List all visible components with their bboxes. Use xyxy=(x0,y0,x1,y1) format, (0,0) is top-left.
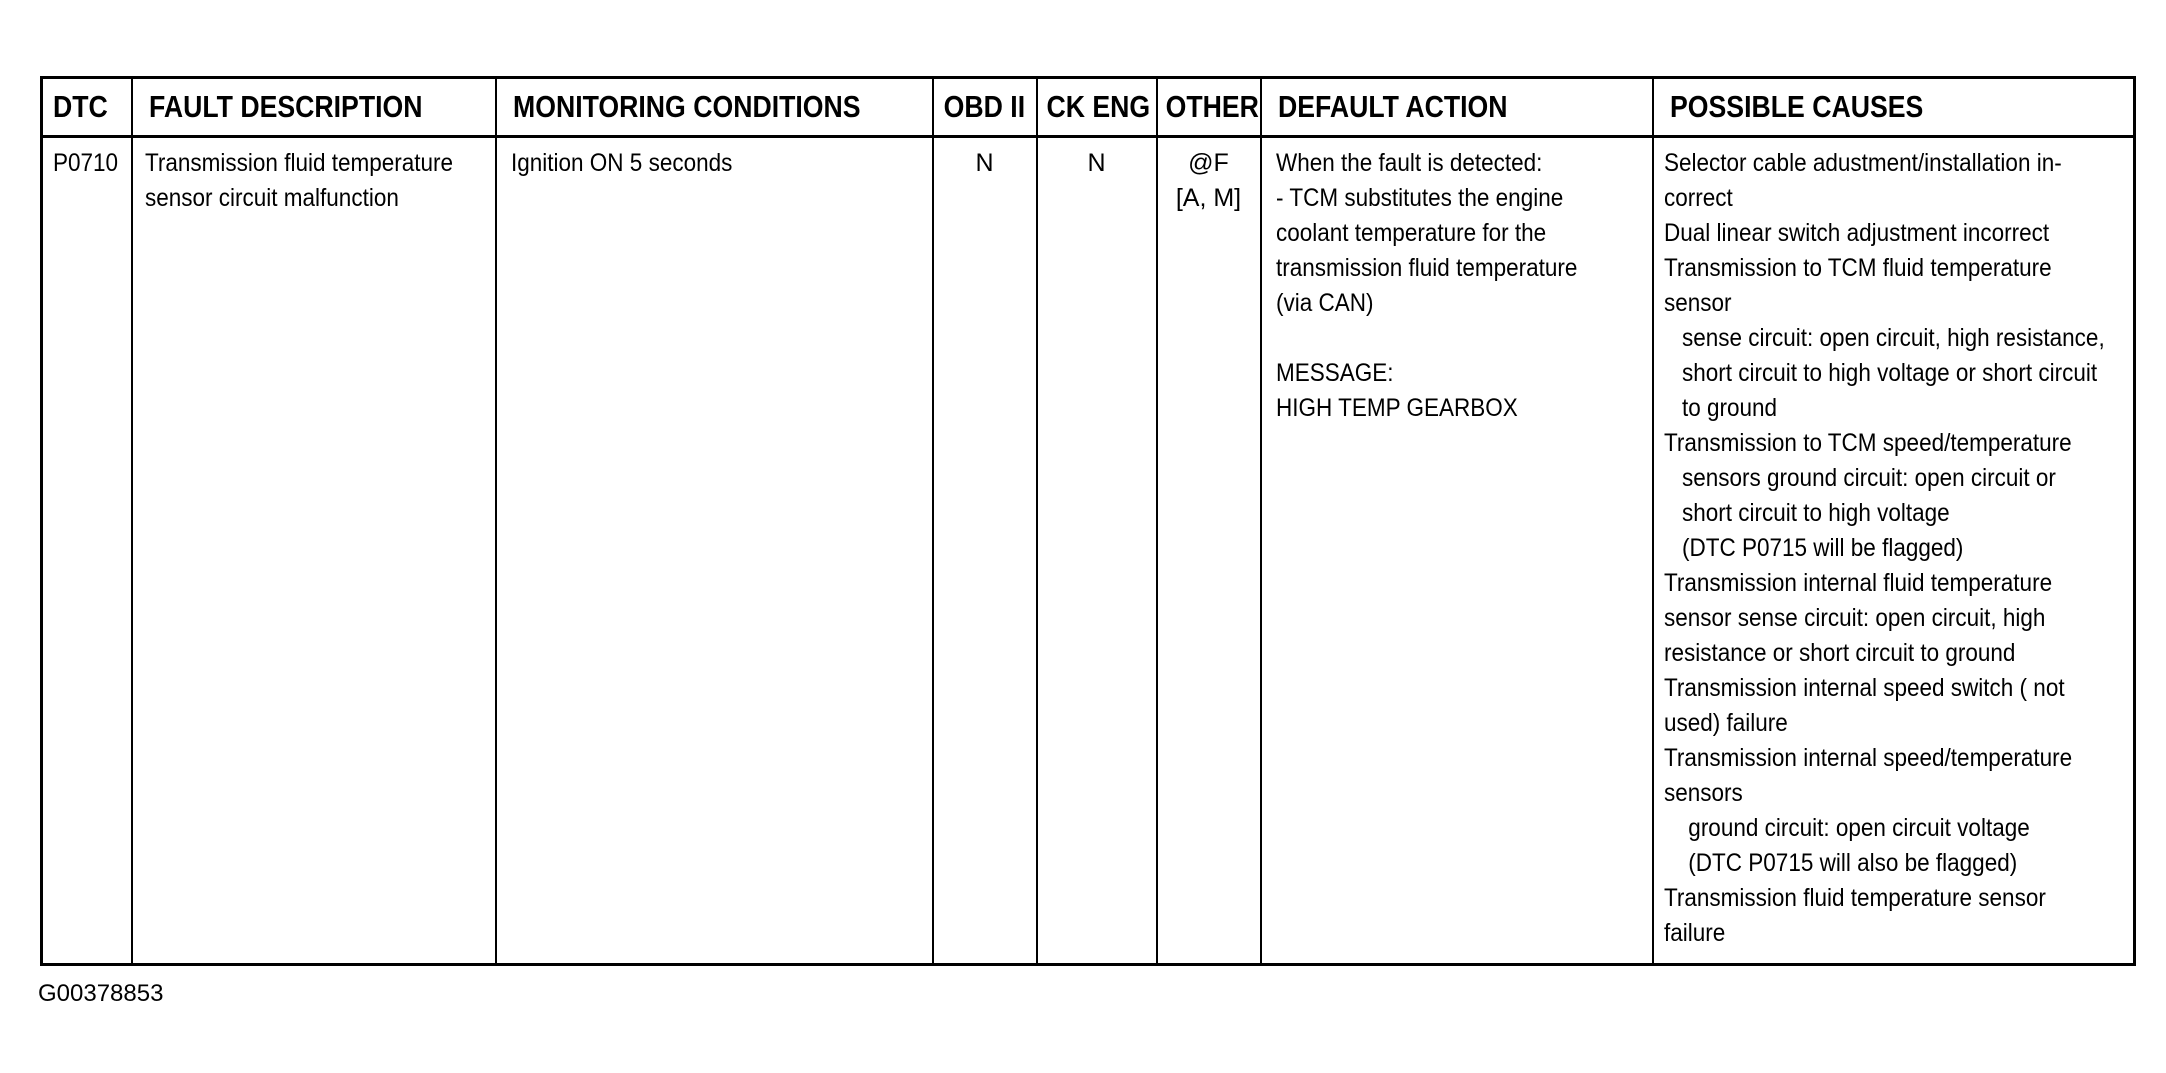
cell-possible-causes xyxy=(1653,137,2135,965)
possible-cause-line: to ground xyxy=(1681,394,1777,422)
possible-cause-line: failure xyxy=(1663,919,1725,947)
cell-other xyxy=(1157,137,1261,965)
other-flag: @F xyxy=(1188,149,1229,177)
default-action-line: When the fault is detected: xyxy=(1275,149,1542,177)
possible-cause-line: ground circuit: open circuit voltage xyxy=(1687,814,2030,842)
header-other: OTHER xyxy=(1157,78,1261,137)
dtc-table xyxy=(40,76,2136,966)
header-ck-eng: CK ENG xyxy=(1037,78,1157,137)
header-monitoring-conditions: MONITORING CONDITIONS xyxy=(496,78,933,137)
default-action-line xyxy=(1276,321,1577,356)
possible-cause-line: short circuit to high voltage or short circuit xyxy=(1681,359,2097,387)
possible-cause-line: (DTC P0715 will be flagged) xyxy=(1681,534,1963,562)
header-default-action: DEFAULT ACTION xyxy=(1261,78,1653,137)
possible-cause-line: sensor sense circuit: open circuit, high xyxy=(1663,604,2045,632)
possible-cause-line: short circuit to high voltage xyxy=(1681,499,1950,527)
possible-cause-line: resistance or short circuit to ground xyxy=(1663,639,2015,667)
default-action-line: coolant temperature for the xyxy=(1275,219,1546,247)
cell-obd-ii: N xyxy=(933,137,1037,965)
possible-cause-line: Selector cable adustment/installation in- xyxy=(1663,149,2062,177)
possible-cause-line: sensors ground circuit: open circuit or xyxy=(1681,464,2056,492)
default-action-line: transmission fluid temperature xyxy=(1275,254,1577,282)
header-obd-ii: OBD II xyxy=(933,78,1037,137)
possible-cause-line: sensors xyxy=(1663,779,1743,807)
possible-cause-line: used) failure xyxy=(1663,709,1788,737)
other-modes: [A, M] xyxy=(1175,184,1242,212)
cell-monitoring-conditions: Ignition ON 5 seconds xyxy=(496,137,933,965)
possible-cause-line: Transmission internal speed switch ( not xyxy=(1663,674,2065,702)
possible-cause-line: Transmission to TCM speed/temperature xyxy=(1663,429,2072,457)
possible-cause-line: (DTC P0715 will also be flagged) xyxy=(1687,849,2017,877)
possible-cause-line: Dual linear switch adjustment incorrect xyxy=(1663,219,2049,247)
possible-causes-lines xyxy=(1664,146,2105,951)
header-possible-causes: POSSIBLE CAUSES xyxy=(1653,78,2135,137)
possible-cause-line: Transmission internal fluid temperature xyxy=(1663,569,2052,597)
default-action-line: (via CAN) xyxy=(1275,289,1374,317)
possible-cause-line: Transmission to TCM fluid temperature xyxy=(1663,254,2052,282)
table-row xyxy=(42,137,2135,965)
possible-cause-line: correct xyxy=(1663,184,1733,212)
possible-cause-line: sense circuit: open circuit, high resistance, xyxy=(1681,324,2105,352)
default-action-line: MESSAGE: xyxy=(1275,359,1394,387)
header-dtc: DTC xyxy=(42,78,132,137)
cell-fault-description: Transmission fluid temperature sensor circuit malfunction xyxy=(132,137,496,965)
cell-ck-eng: N xyxy=(1037,137,1157,965)
figure-id: G00378853 xyxy=(38,980,164,1007)
default-action-lines xyxy=(1276,146,1577,426)
possible-cause-line: sensor xyxy=(1663,289,1732,317)
possible-cause-line: Transmission fluid temperature sensor xyxy=(1663,884,2046,912)
default-action-line: - TCM substitutes the engine xyxy=(1275,184,1563,212)
possible-cause-line: Transmission internal speed/temperature xyxy=(1663,744,2072,772)
header-fault-description: FAULT DESCRIPTION xyxy=(132,78,496,137)
cell-default-action xyxy=(1261,137,1653,965)
default-action-line: HIGH TEMP GEARBOX xyxy=(1275,394,1518,422)
cell-dtc-code: P0710 xyxy=(53,149,119,177)
table-header-row xyxy=(42,78,2135,137)
